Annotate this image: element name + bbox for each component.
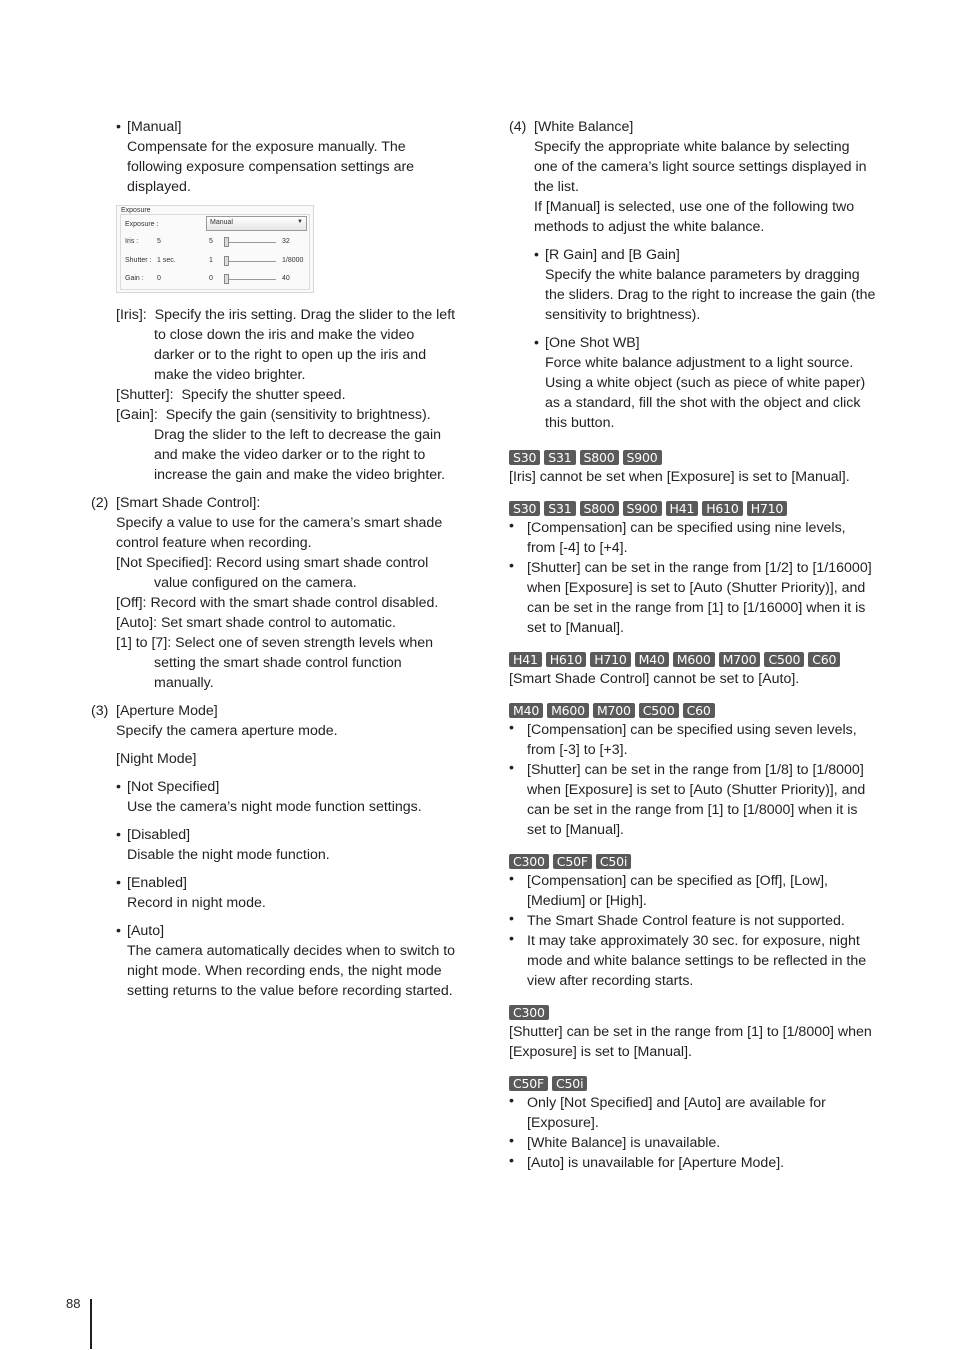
night-item-not-specified: • [Not Specified] Use the camera’s night mode function settings. — [116, 777, 466, 817]
model-tags — [509, 853, 881, 869]
gain-min: 0 — [209, 275, 213, 282]
aperture-mode-title: [Aperture Mode] — [116, 703, 218, 719]
exposure-params: [Iris]: Specify the iris setting. Drag the slider to the left to close down the iris and make the video darker or to the right to open up the iris and make the video brighter. [Shutter]: Specify the shutter speed. [Gain]: Specify the gain (sensitivity to brightness). Drag the slider to the left to decrease the gain and make the video darker or to the right to increase the gain and make the video brighter. — [91, 305, 466, 485]
smart-shade-title: [Smart Shade Control]: — [116, 495, 261, 511]
manual-section — [91, 117, 466, 197]
exposure-settings-panel — [116, 205, 314, 293]
model-tags — [509, 651, 881, 667]
list-item: • [Auto] is unavailable for [Aperture Mode]. — [509, 1153, 881, 1173]
model-tag: C300 — [509, 1005, 549, 1020]
model-tag: C50F — [509, 1076, 548, 1091]
manual-label: • [Manual] — [116, 117, 466, 137]
model-tag: C60 — [808, 652, 840, 667]
night-item-enabled: • [Enabled] Record in night mode. — [116, 873, 466, 913]
gain-slider-handle[interactable] — [224, 274, 229, 284]
wb-item-one-shot: • [One Shot WB] Force white balance adjustment to a light source. Using a white object (such as piece of white paper) as a standard, fill the shot with the object and click this button. — [534, 333, 881, 433]
gain-value: 0 — [157, 275, 161, 282]
shutter-item: [Shutter]: Specify the shutter speed. — [116, 387, 346, 403]
night-item-auto: • [Auto] The camera automatically decides when to switch to night mode. When recording ends, the night mode setting returns to the value before recording started. — [116, 921, 466, 1001]
manual-desc: Compensate for the exposure manually. The following exposure compensation settings are displayed. — [127, 139, 415, 195]
smart-shade-auto: [Auto]: Set smart shade control to automatic. — [116, 615, 396, 631]
iris-slider-handle[interactable] — [224, 237, 229, 247]
iris-min: 5 — [209, 238, 213, 245]
page-margin-rule — [90, 1299, 92, 1349]
white-balance-section: (4) [White Balance] Specify the appropriate white balance by selecting one of the camera’s light source settings displayed in the list. If [Manual] is selected, use one of the following two methods to adjust the white balance. • [R Gain] and [B Gain] Specify the white balance parameters by dragging the sliders. Drag to the right to increase the gain (the sensitivity to brightness). • [One Shot WB] Force white balance adjustment to a light source. Using a white object (such as piece of white paper) as a standard, fill the shot with the object and click this button. — [509, 117, 881, 433]
shutter-min: 1 — [209, 257, 213, 264]
model-tag: C60 — [683, 703, 715, 718]
model-tag: S30 — [509, 450, 540, 465]
exposure-dropdown[interactable]: Manual ▼ — [206, 216, 307, 231]
list-item: • [Shutter] can be set in the range from [1/8] to [1/8000] when [Exposure] is set to [Auto (Shutter Priority)], and can be set in the range from [1] to [1/8000] when it is set to [Manual]. — [509, 760, 881, 840]
list-item: • [Compensation] can be specified using seven levels, from [-3] to [+3]. — [509, 720, 881, 760]
white-balance-title: [White Balance] — [534, 119, 634, 135]
shutter-max: 1/8000 — [282, 257, 304, 264]
model-tag: H710 — [590, 652, 630, 667]
gain-item: [Gain]: Specify the gain (sensitivity to brightness). — [116, 407, 431, 423]
model-tag: S31 — [544, 450, 575, 465]
model-tag: H610 — [546, 652, 586, 667]
wb-item-rb-gain: • [R Gain] and [B Gain] Specify the white balance parameters by dragging the sliders. Drag to the right to increase the gain (the sensitivity to brightness). — [534, 245, 881, 325]
model-tag: H710 — [747, 501, 787, 516]
list-item: • Only [Not Specified] and [Auto] are available for [Exposure]. — [509, 1093, 881, 1133]
shutter-label: Shutter : — [125, 257, 152, 264]
model-tags — [509, 1075, 881, 1091]
shutter-value: 1 sec. — [157, 257, 176, 264]
model-note — [509, 702, 881, 840]
model-tag: S900 — [623, 450, 662, 465]
list-item: • [Compensation] can be specified using nine levels, from [-4] to [+4]. — [509, 518, 881, 558]
model-note: S30 S31 S800 S900 [Iris] cannot be set when [Exposure] is set to [Manual]. — [509, 449, 881, 487]
model-tags — [509, 1004, 881, 1020]
iris-slider-track[interactable] — [224, 242, 276, 243]
model-tag: C50F — [553, 854, 592, 869]
model-note — [509, 500, 881, 638]
iris-max: 32 — [282, 238, 290, 245]
model-note — [509, 1075, 881, 1173]
model-tag: M600 — [547, 703, 589, 718]
model-tag: S800 — [580, 501, 619, 516]
list-item: • [Compensation] can be specified as [Off], [Low], [Medium] or [High]. — [509, 871, 881, 911]
gain-label: Gain : — [125, 275, 144, 282]
page-number: 88 — [66, 1296, 81, 1311]
model-note: C300 [Shutter] can be set in the range from [1] to [1/8000] when [Exposure] is set to [Manual]. — [509, 1004, 881, 1062]
model-tag: S900 — [623, 501, 662, 516]
model-tags — [509, 702, 881, 718]
model-tag: C50i — [552, 1076, 587, 1091]
shutter-slider-track[interactable] — [224, 261, 276, 262]
chevron-down-icon: ▼ — [297, 219, 303, 225]
shutter-slider-handle[interactable] — [224, 256, 229, 266]
model-note: H41 H610 H710 M40 M600 M700 C500 C60 [Smart Shade Control] cannot be set to [Auto]. — [509, 651, 881, 689]
smart-shade-levels: [1] to [7]: Select one of seven strength levels when — [116, 635, 434, 651]
exposure-label: Exposure : — [125, 221, 159, 228]
smart-shade-not-specified: [Not Specified]: Record using smart shade control — [116, 555, 429, 571]
left-column — [91, 117, 466, 1001]
model-tag: C500 — [764, 652, 804, 667]
night-item-disabled: • [Disabled] Disable the night mode function. — [116, 825, 466, 865]
list-item: • [Shutter] can be set in the range from [1/2] to [1/16000] when [Exposure] is set to [Auto (Shutter Priority)], and can be set in the range from [1] to [1/16000] when it is set to [Manual]. — [509, 558, 881, 638]
iris-label: Iris : — [125, 238, 139, 245]
model-tag: M40 — [635, 652, 669, 667]
model-tag: C50i — [596, 854, 631, 869]
panel-title: Exposure — [121, 207, 151, 214]
model-tag: S800 — [580, 450, 619, 465]
night-mode-heading: [Night Mode] — [116, 751, 197, 767]
model-tag: H610 — [702, 501, 742, 516]
model-tag: C500 — [639, 703, 679, 718]
model-note — [509, 853, 881, 991]
model-tag: M40 — [509, 703, 543, 718]
model-tag: M600 — [673, 652, 715, 667]
smart-shade-section: (2) [Smart Shade Control]: Specify a value to use for the camera’s smart shade control feature when recording. [Not Specified]: Record using smart shade control value configured on the camera. [Off]: Record with the smart shade control disabled. [Auto]: Set smart shade control to automatic. [1] to [7]: Select one of seven strength levels when setting the smart shade control function manually. — [91, 493, 466, 693]
model-tag: M700 — [593, 703, 635, 718]
right-column — [509, 117, 881, 1173]
iris-value: 5 — [157, 238, 161, 245]
aperture-mode-section: (3) [Aperture Mode] Specify the camera aperture mode. [Night Mode] • [Not Specified] Use the camera’s night mode function settings. • [Disabled] Disable the night mode function. • [Enabled] Record in night mode. • [Auto] The camera automatically decides when to switch to night mode. When recording ends, the night mode setting returns to the value before recording started. — [91, 701, 466, 1001]
list-item: • The Smart Shade Control feature is not supported. — [509, 911, 881, 931]
model-tags — [509, 449, 881, 465]
list-item: • [White Balance] is unavailable. — [509, 1133, 881, 1153]
model-tag: M700 — [719, 652, 761, 667]
model-tag: H41 — [666, 501, 699, 516]
iris-item: [Iris]: Specify the iris setting. Drag the slider to the left — [116, 307, 456, 323]
model-tag: H41 — [509, 652, 542, 667]
smart-shade-off: [Off]: Record with the smart shade control disabled. — [116, 595, 439, 611]
model-tag: S30 — [509, 501, 540, 516]
list-item: • It may take approximately 30 sec. for exposure, night mode and white balance settings to be reflected in the view after recording starts. — [509, 931, 881, 991]
model-tag: S31 — [544, 501, 575, 516]
gain-slider-track[interactable] — [224, 279, 276, 280]
model-tags — [509, 500, 881, 516]
gain-max: 40 — [282, 275, 290, 282]
model-tag: C300 — [509, 854, 549, 869]
